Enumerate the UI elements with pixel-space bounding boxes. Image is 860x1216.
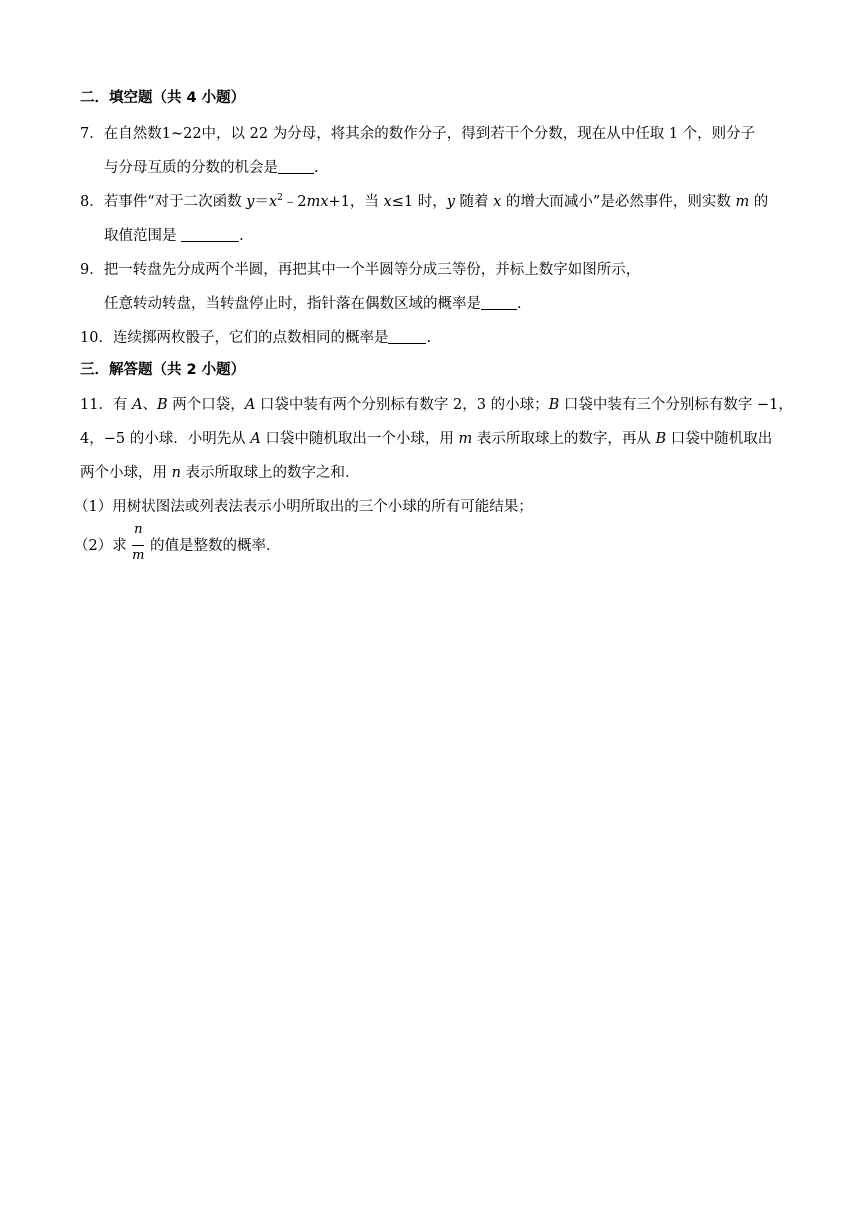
answer-blank: [278, 159, 314, 174]
question-11-text: 两个小球，用: [80, 465, 172, 481]
question-11-text: 口袋中随机取出: [666, 431, 773, 447]
question-8-text-7: 取值范围是: [104, 228, 182, 244]
answer-blank: [388, 329, 426, 344]
question-11-line-1: [80, 395, 793, 415]
question-8-text-2: +1，当: [328, 194, 384, 210]
question-11-text: 、: [142, 397, 158, 413]
question-8-line-1: [80, 192, 768, 212]
var-B: B: [157, 397, 168, 413]
fraction-denominator: m: [132, 548, 145, 563]
question-11-text: 表示所取球上的数字之和．: [180, 465, 360, 481]
section-3-heading: 三．解答题（共 2 小题）: [80, 362, 246, 378]
question-11-text: 4，−5 的小球．小明先从: [80, 431, 251, 447]
question-8-end: .: [239, 228, 244, 244]
answer-blank: [181, 227, 239, 242]
question-11-text: 口袋中随机取出一个小球，用: [260, 431, 459, 447]
question-8-text-4: 随着: [454, 194, 494, 210]
answer-blank: [481, 295, 517, 310]
var-A: A: [132, 397, 143, 413]
question-11-part-2-text: （2）求: [74, 538, 132, 554]
fraction-n-over-m: [131, 522, 145, 563]
question-11-line-2: [80, 429, 772, 449]
exponent: 2: [277, 193, 283, 203]
question-11-line-3: [80, 463, 360, 483]
var-x: x: [383, 194, 392, 210]
question-11-text: 口袋中装有两个分别标有数字 2，3 的小球；: [255, 397, 549, 413]
question-7-end: .: [314, 160, 319, 176]
section-2-heading: 二．填空题（共 4 小题）: [80, 90, 246, 106]
question-8-line-2: [104, 226, 244, 246]
question-11-text: 口袋中装有三个分别标有数字 −1，: [559, 397, 793, 413]
var-y: y: [246, 194, 255, 210]
question-7-text: 与分母互质的分数的机会是: [104, 160, 278, 176]
var-B: B: [548, 397, 560, 413]
question-9-text: 任意转动转盘，当转盘停止时，指针落在偶数区域的概率是: [104, 296, 481, 312]
question-11-part-2-end: 的值是整数的概率．: [145, 538, 281, 554]
question-10-end: .: [426, 330, 432, 346]
question-8-text: 8．若事件“对于二次函数: [80, 194, 247, 210]
equals-sign: ＝: [254, 194, 269, 210]
var-x: x: [493, 194, 502, 210]
question-9-line-1: 9．把一转盘先分成两个半圆，再把其中一个半圆等分成三等份，并标上数字如图所示，: [80, 262, 641, 278]
var-B: B: [655, 431, 667, 447]
question-8-text-5: 的增大而减小”是必然事件，则实数: [501, 194, 736, 210]
question-11-part-2: [74, 522, 281, 563]
var-A: A: [244, 397, 256, 413]
question-10-line: [80, 328, 431, 348]
question-11-text: 两个口袋，: [167, 397, 245, 413]
question-8-text-6: 的: [749, 194, 769, 210]
var-mx: mx: [306, 194, 329, 210]
var-A: A: [250, 431, 261, 447]
var-y: y: [446, 194, 455, 210]
question-11-part-1: （1）用树状图法或列表法表示小明所取出的三个小球的所有可能结果；: [74, 499, 533, 515]
fraction-numerator: n: [134, 522, 143, 537]
var-m: m: [458, 431, 473, 447]
question-9-end: .: [517, 296, 522, 312]
question-8-text-3: ≤1 时，: [391, 194, 447, 210]
var-n: n: [171, 465, 181, 481]
question-10-text: 10．连续掷两枚骰子，它们的点数相同的概率是: [80, 330, 389, 346]
question-7-line-2: [104, 158, 319, 178]
var-m: m: [735, 194, 750, 210]
question-7-line-1: 7．在自然数1~22中，以 22 为分母，将其余的数作分子，得到若干个分数，现在从中任取 1 个，则分子: [80, 126, 756, 142]
question-11-text: 11．有: [80, 397, 133, 413]
minus-term: ﹣2: [282, 194, 307, 210]
question-9-line-2: [104, 294, 522, 314]
var-x: x: [268, 194, 278, 210]
fraction-bar: [132, 545, 144, 546]
question-11-text: 表示所取球上的数字，再从: [472, 431, 656, 447]
